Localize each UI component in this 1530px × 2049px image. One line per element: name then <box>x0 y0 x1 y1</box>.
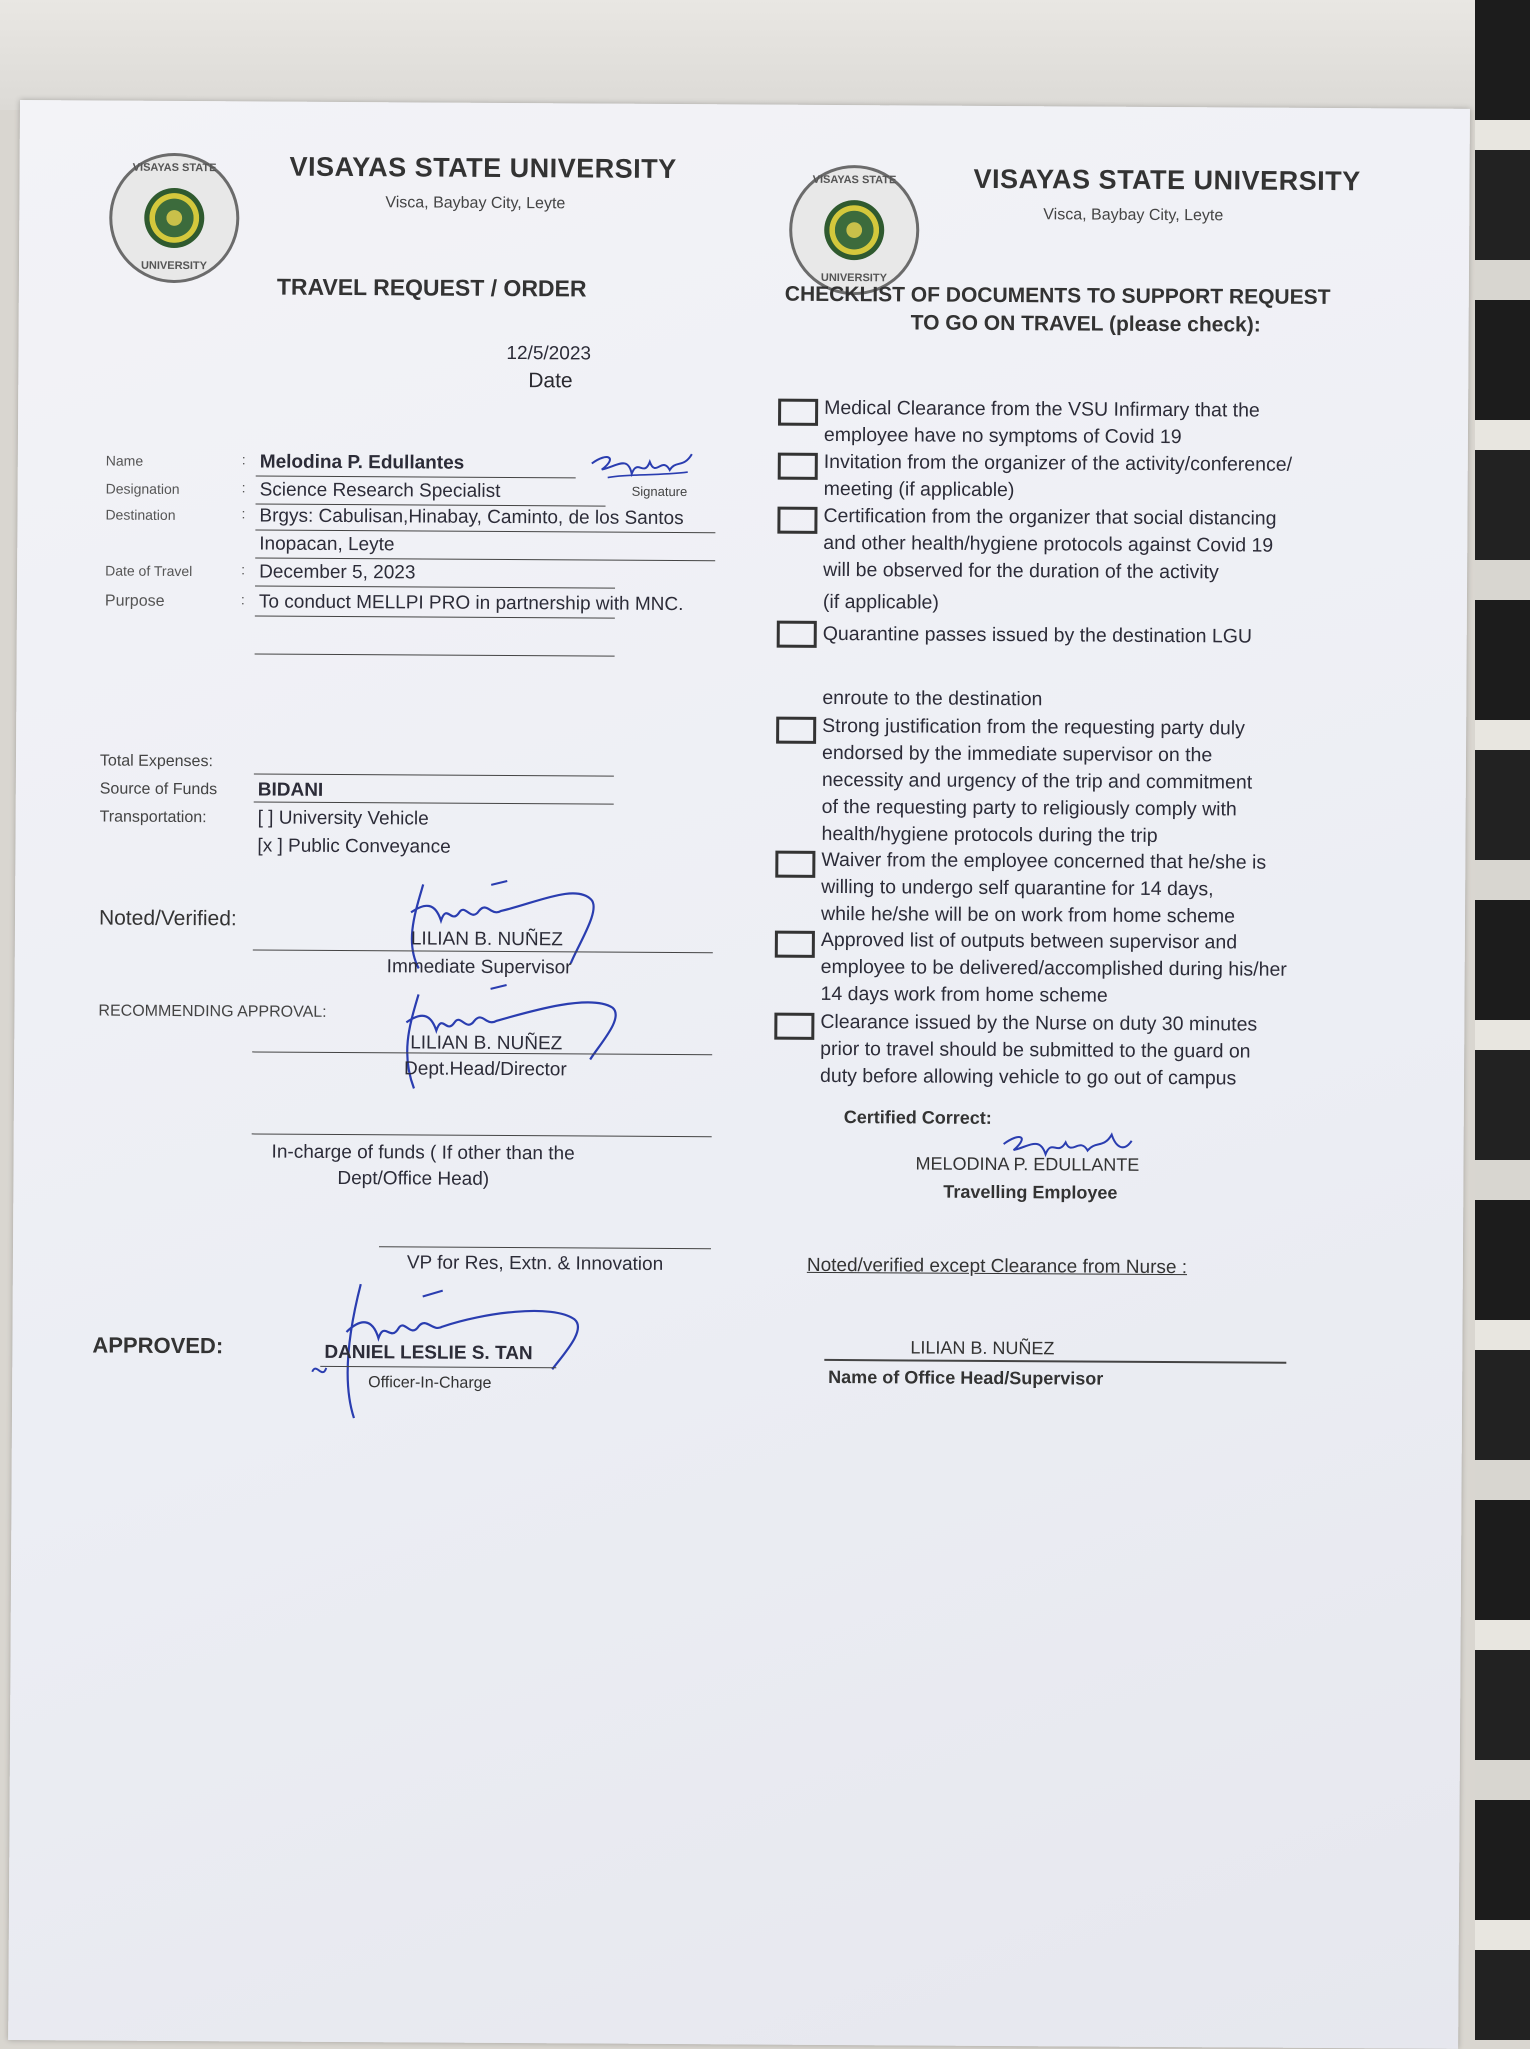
designation-label: Designation <box>105 480 180 497</box>
item-certification-l3: will be observed for the duration of the activity <box>823 558 1219 584</box>
item-justification-l5: health/hygiene protocols during the trip <box>821 822 1158 847</box>
date-of-travel-value: December 5, 2023 <box>259 561 416 584</box>
item-nurse-l3: duty before allowing vehicle to go out of campus <box>819 1064 1237 1090</box>
name-label: Name <box>105 452 144 469</box>
seal-bottom-text: UNIVERSITY <box>140 259 208 273</box>
total-expenses-line <box>254 773 614 776</box>
item-waiver-l2: willing to undergo self quarantine for 14 days, <box>821 875 1214 901</box>
item-certification-l2: and other health/hygiene protocols against Covid 19 <box>823 531 1274 557</box>
approved-role: Officer-In-Charge <box>368 1374 492 1392</box>
transportation-label: Transportation: <box>99 808 207 827</box>
university-address-right: Visca, Baybay City, Leyte <box>1043 206 1224 225</box>
funds-incharge-line1: In-charge of funds ( If other than the <box>271 1141 575 1165</box>
checkbox-certification[interactable] <box>777 507 817 534</box>
approved-name: DANIEL LESLIE S. TAN <box>324 1341 533 1365</box>
recommending-approval-label: RECOMMENDING APPROVAL: <box>98 1002 327 1021</box>
item-waiver-l3: while he/she will be on work from home scheme <box>820 902 1236 928</box>
noted-verified-label: Noted/Verified: <box>98 906 237 931</box>
checkbox-nurse-clearance[interactable] <box>774 1013 814 1040</box>
item-justification-l2: endorsed by the immediate supervisor on the <box>821 741 1213 767</box>
recommending-name: LILIAN B. NUÑEZ <box>410 1032 563 1055</box>
checkbox-strong-justification[interactable] <box>776 717 816 744</box>
purpose-label: Purpose <box>104 592 165 610</box>
seal-bottom-text: UNIVERSITY <box>820 271 887 285</box>
office-head-role: Name of Office Head/Supervisor <box>828 1366 1104 1389</box>
date-of-travel-colon: : <box>241 561 246 578</box>
transport-option-public-conveyance: [x ] Public Conveyance <box>257 835 451 858</box>
university-name-right: VISAYAS STATE UNIVERSITY <box>973 163 1361 197</box>
travel-request-document <box>8 100 1470 2049</box>
date-of-travel-line <box>255 585 615 588</box>
total-expenses-label: Total Expenses: <box>99 752 213 771</box>
item-invitation-l2: meeting (if applicable) <box>823 477 1015 502</box>
checklist-title-line1: CHECKLIST OF DOCUMENTS TO SUPPORT REQUEST <box>784 282 1331 310</box>
signature-label: Signature <box>631 483 688 500</box>
item-medical-clearance-l1: Medical Clearance from the VSU Infirmary that the <box>824 396 1260 422</box>
destination-underline2 <box>255 557 715 561</box>
item-certification-l1: Certification from the organizer that social distancing <box>823 504 1277 530</box>
approved-label: APPROVED: <box>92 1332 224 1359</box>
noted-role: Immediate Supervisor <box>386 956 572 979</box>
checkbox-medical-clearance[interactable] <box>778 399 818 426</box>
destination-colon: : <box>241 505 246 522</box>
destination-line2: Inopacan, Leyte <box>259 533 395 556</box>
form-title: TRAVEL REQUEST / ORDER <box>276 273 587 302</box>
name-value: Melodina P. Edullantes <box>259 451 465 474</box>
checkbox-approved-outputs[interactable] <box>775 931 815 958</box>
certified-correct-label: Certified Correct: <box>843 1107 992 1128</box>
transport-option-university-vehicle: [ ] University Vehicle <box>257 807 429 830</box>
university-seal-right <box>789 165 920 296</box>
checkbox-quarantine-passes[interactable] <box>777 621 817 648</box>
item-invitation-l1: Invitation from the organizer of the activity/conference/ <box>823 450 1293 476</box>
checkbox-invitation[interactable] <box>778 453 818 480</box>
designation-colon: : <box>241 479 246 496</box>
item-nurse-l1: Clearance issued by the Nurse on duty 30 minutes <box>820 1010 1258 1036</box>
purpose-line2 <box>255 653 615 656</box>
checkbox-waiver[interactable] <box>775 851 815 878</box>
checklist-title-line2: TO GO ON TRAVEL (please check): <box>910 311 1261 337</box>
item-justification-l3: necessity and urgency of the trip and commitment <box>821 768 1253 794</box>
date-of-travel-label: Date of Travel <box>105 562 193 580</box>
item-justification-l1: Strong justification from the requesting party duly <box>822 714 1245 740</box>
noted-except-nurse: Noted/verified except Clearance from Nurse : <box>806 1254 1188 1279</box>
employee-name: MELODINA P. EDULLANTE <box>915 1153 1140 1175</box>
vp-label: VP for Res, Extn. & Innovation <box>406 1252 664 1275</box>
university-name-left: VISAYAS STATE UNIVERSITY <box>289 151 677 185</box>
source-of-funds-label: Source of Funds <box>99 780 218 799</box>
item-outputs-l2: employee to be delivered/accomplished during his/her <box>820 955 1287 981</box>
recommending-role: Dept.Head/Director <box>404 1058 567 1081</box>
seal-emblem-icon <box>144 188 204 248</box>
date-value: 12/5/2023 <box>506 342 592 365</box>
date-label: Date <box>528 369 573 393</box>
destination-line1: Brgys: Cabulisan,Hinabay, Caminto, de los Santos <box>259 505 684 530</box>
destination-underline1 <box>255 529 715 533</box>
item-certification-l4: (if applicable) <box>822 590 939 614</box>
item-waiver-l1: Waiver from the employee concerned that he/she is <box>821 848 1267 874</box>
source-of-funds-line <box>254 801 614 804</box>
purpose-value: To conduct MELLPI PRO in partnership with MNC. <box>258 591 684 616</box>
item-quarantine-l1: Quarantine passes issued by the destination LGU <box>822 622 1253 648</box>
background-wall <box>0 0 1530 110</box>
employee-role: Travelling Employee <box>943 1181 1118 1203</box>
seal-top-text: VISAYAS STATE <box>812 173 897 187</box>
university-address-left: Visca, Baybay City, Leyte <box>385 194 566 213</box>
office-head-name: LILIAN B. NUÑEZ <box>910 1337 1055 1359</box>
item-outputs-l3: 14 days work from home scheme <box>820 982 1108 1007</box>
noted-name: LILIAN B. NUÑEZ <box>410 928 563 951</box>
funds-signature-line <box>252 1133 712 1137</box>
designation-value: Science Research Specialist <box>259 479 501 502</box>
seal-top-text: VISAYAS STATE <box>132 161 217 175</box>
name-colon: : <box>241 451 246 468</box>
purpose-line1 <box>255 615 615 618</box>
item-medical-clearance-l2: employee have no symptoms of Covid 19 <box>823 423 1182 449</box>
name-line <box>256 475 576 478</box>
purpose-colon: : <box>240 591 245 608</box>
item-quarantine-l3: enroute to the destination <box>822 686 1043 711</box>
source-of-funds-value: BIDANI <box>257 779 324 801</box>
vp-signature-line <box>379 1246 711 1249</box>
background-edge <box>1475 0 1530 2040</box>
destination-label: Destination <box>105 506 176 523</box>
office-head-signature-line <box>824 1359 1286 1364</box>
university-seal-left <box>109 153 240 284</box>
funds-incharge-line2: Dept/Office Head) <box>337 1167 490 1190</box>
item-justification-l4: of the requesting party to religiously comply with <box>821 795 1237 821</box>
seal-emblem-icon <box>824 200 884 260</box>
item-nurse-l2: prior to travel should be submitted to the guard on <box>820 1037 1251 1063</box>
item-outputs-l1: Approved list of outputs between supervisor and <box>820 928 1238 954</box>
